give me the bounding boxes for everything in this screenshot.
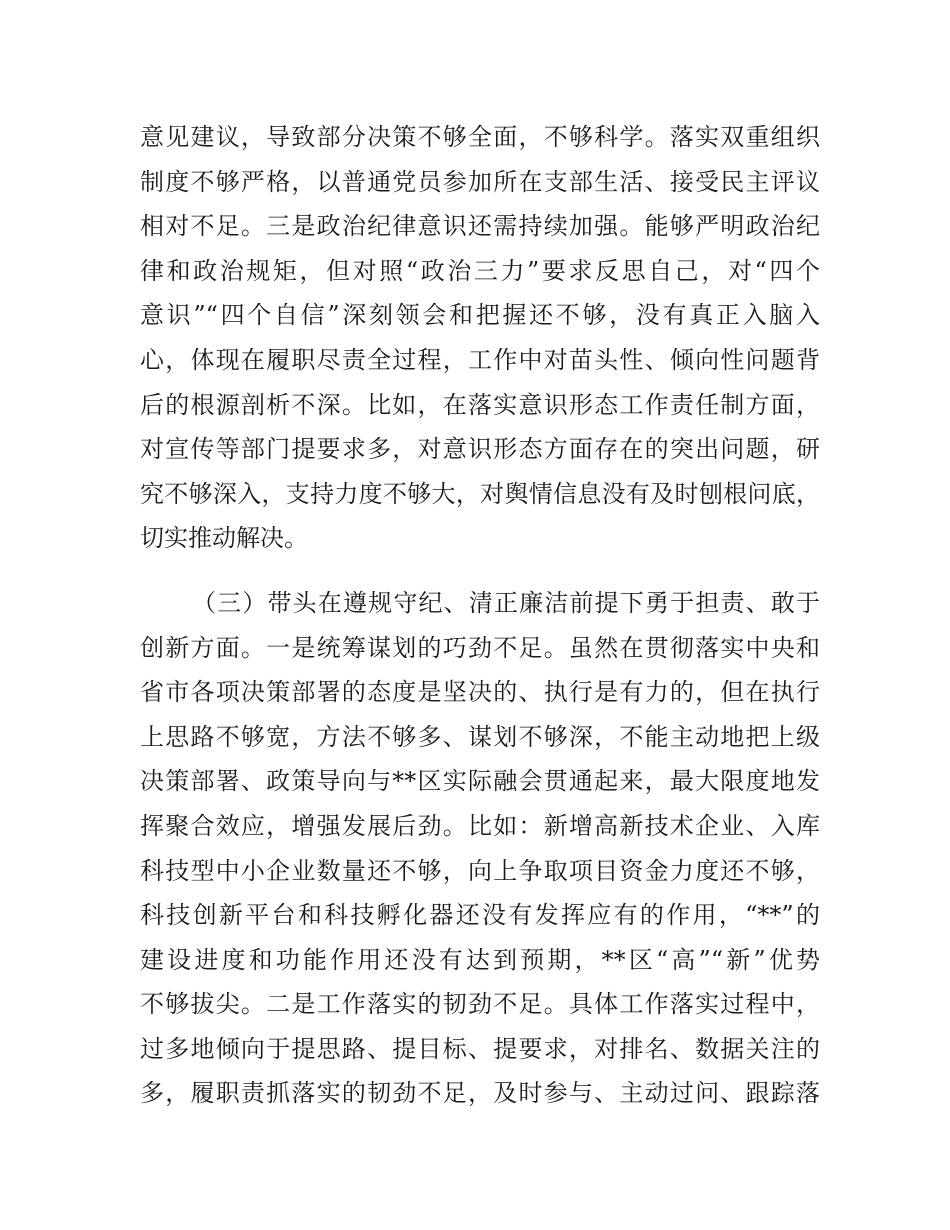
text-line: 创新方面。一是统筹谋划的巧劲不足。虽然在贯彻落实中央和 [140, 634, 820, 662]
text-line: 相对不足。三是政治纪律意识还需持续加强。能够严明政治纪 [140, 212, 820, 240]
text-line: 挥聚合效应，增强发展后劲。比如：新增高新技术企业、入库 [140, 812, 820, 840]
text-line: 建设进度和功能作用还没有达到预期，**区“高”“新”优势 [140, 946, 820, 974]
text-line: 后的根源剖析不深。比如，在落实意识形态工作责任制方面， [140, 391, 820, 419]
text-line: 制度不够严格，以普通党员参加所在支部生活、接受民主评议 [140, 168, 820, 196]
text-line: 决策部署、政策导向与**区实际融会贯通起来，最大限度地发 [140, 767, 820, 795]
text-line: 对宣传等部门提要求多，对意识形态方面存在的突出问题，研 [140, 435, 820, 463]
text-line: 科技型中小企业数量还不够，向上争取项目资金力度还不够， [140, 857, 820, 885]
text-line: 科技创新平台和科技孵化器还没有发挥应有的作用，“**”的 [140, 901, 820, 929]
text-line: 意见建议，导致部分决策不够全面，不够科学。落实双重组织 [140, 123, 820, 151]
text-line: 不够拔尖。二是工作落实的韧劲不足。具体工作落实过程中， [140, 990, 820, 1018]
text-line: 省市各项决策部署的态度是坚决的、执行是有力的，但在执行 [140, 678, 820, 706]
text-line: 过多地倾向于提思路、提目标、提要求，对排名、数据关注的 [140, 1035, 820, 1063]
text-line: 切实推动解决。 [140, 524, 308, 552]
section-heading-line: （三）带头在遵规守纪、清正廉洁前提下勇于担责、敢于 [192, 589, 820, 617]
text-line: 多，履职责抓落实的韧劲不足，及时参与、主动过问、跟踪落 [140, 1079, 820, 1107]
text-line: 律和政治规矩，但对照“政治三力”要求反思自己，对“四个 [140, 257, 820, 285]
text-line: 上思路不够宽，方法不够多、谋划不够深，不能主动地把上级 [140, 723, 820, 751]
text-line: 意识”“四个自信”深刻领会和把握还不够，没有真正入脑入 [140, 301, 820, 329]
text-line: 心，体现在履职尽责全过程，工作中对苗头性、倾向性问题背 [140, 346, 820, 374]
text-line: 究不够深入，支持力度不够大，对舆情信息没有及时刨根问底， [140, 480, 820, 508]
